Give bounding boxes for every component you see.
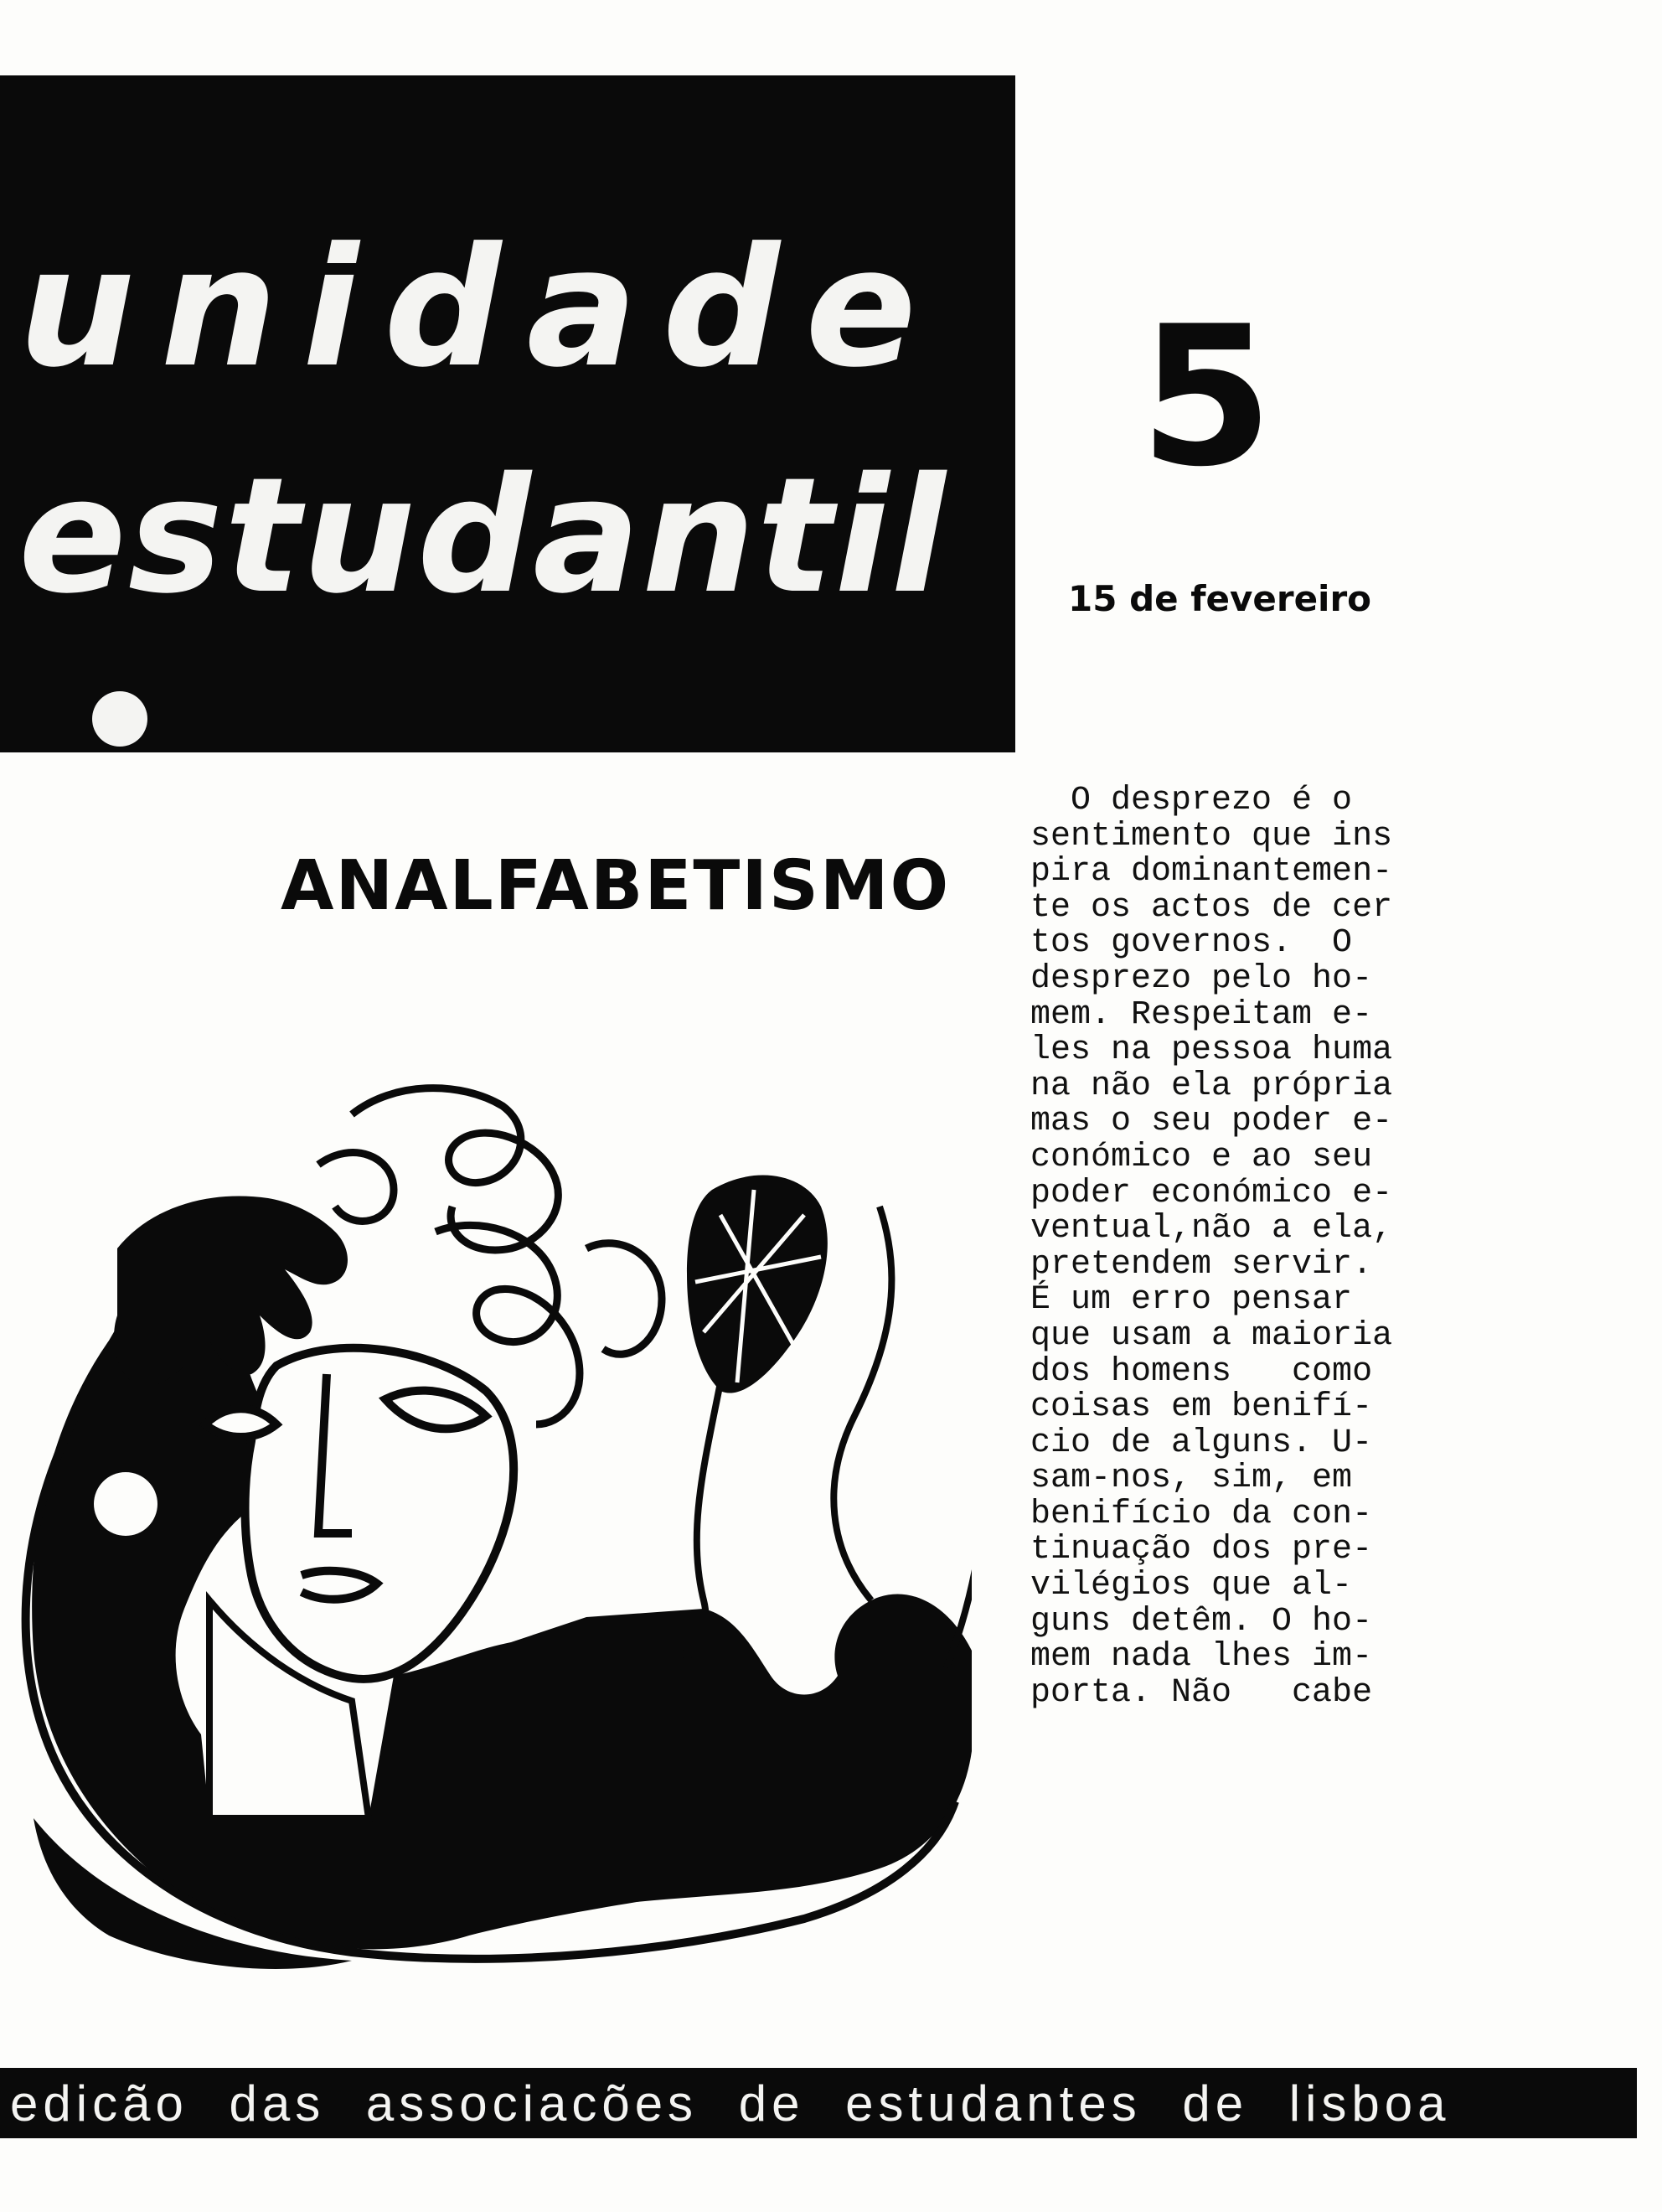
article-line: conómico e ao seu — [1030, 1138, 1373, 1176]
article-line: tos governos. O — [1030, 924, 1353, 963]
article-line: vilégios que al- — [1030, 1567, 1353, 1605]
footer-publisher-text: edicão das associacões de estudantes de lisboa — [10, 2075, 1451, 2132]
article-line: mem nada lhes im- — [1030, 1638, 1373, 1677]
article-line: na não ela própria — [1030, 1067, 1393, 1105]
article-line: mem. Respeitam e- — [1030, 995, 1373, 1034]
illustration-thought-swirl-4 — [318, 1153, 394, 1222]
article-line: sentimento que ins — [1030, 817, 1393, 855]
article-line: dos homens como — [1030, 1352, 1373, 1391]
article-line: cio de alguns. U- — [1030, 1424, 1373, 1462]
illustration-string-2 — [834, 1207, 891, 1600]
article-line: benifício da con- — [1030, 1495, 1373, 1533]
article-line: poder económico e- — [1030, 1174, 1393, 1212]
article-headline: ANALFABETISMO — [281, 846, 951, 926]
article-line: guns detêm. O ho- — [1030, 1602, 1373, 1641]
article-line: coisas em benifí- — [1030, 1388, 1373, 1427]
article-line: É um erro pensar — [1030, 1281, 1353, 1320]
masthead-dot-ornament — [92, 691, 147, 747]
footer-band — [0, 2068, 1637, 2138]
issue-date: 15 de fevereiro — [1068, 578, 1372, 619]
article-body — [1030, 783, 1499, 1711]
article-line: pira dominantemen- — [1030, 853, 1393, 892]
article-line: te os actos de cer — [1030, 888, 1393, 927]
masthead-block — [0, 75, 1015, 752]
illustration-thinking-head — [0, 1064, 972, 1994]
article-line: les na pessoa huma — [1030, 1031, 1393, 1070]
article-line: ventual,não a ela, — [1030, 1210, 1393, 1248]
masthead-title-line-2: estudantil — [18, 443, 947, 628]
article-line: tinuação dos pre- — [1030, 1531, 1373, 1569]
illustration-eye-left — [205, 1408, 276, 1437]
article-line: sam-nos, sim, em — [1030, 1460, 1353, 1498]
article-line: pretendem servir. — [1030, 1245, 1373, 1284]
article-line: que usam a maioria — [1030, 1316, 1393, 1355]
issue-number: 5 — [1139, 286, 1274, 509]
illustration-thought-swirl-3 — [586, 1243, 662, 1355]
article-line: desprezo pelo ho- — [1030, 959, 1373, 998]
article-line: mas o seu poder e- — [1030, 1103, 1393, 1141]
illustration-white-circle — [94, 1472, 157, 1536]
article-line: porta. Não cabe — [1030, 1673, 1373, 1712]
masthead-title-line-1: unidade — [18, 213, 942, 404]
article-line: O desprezo é o — [1030, 782, 1353, 819]
